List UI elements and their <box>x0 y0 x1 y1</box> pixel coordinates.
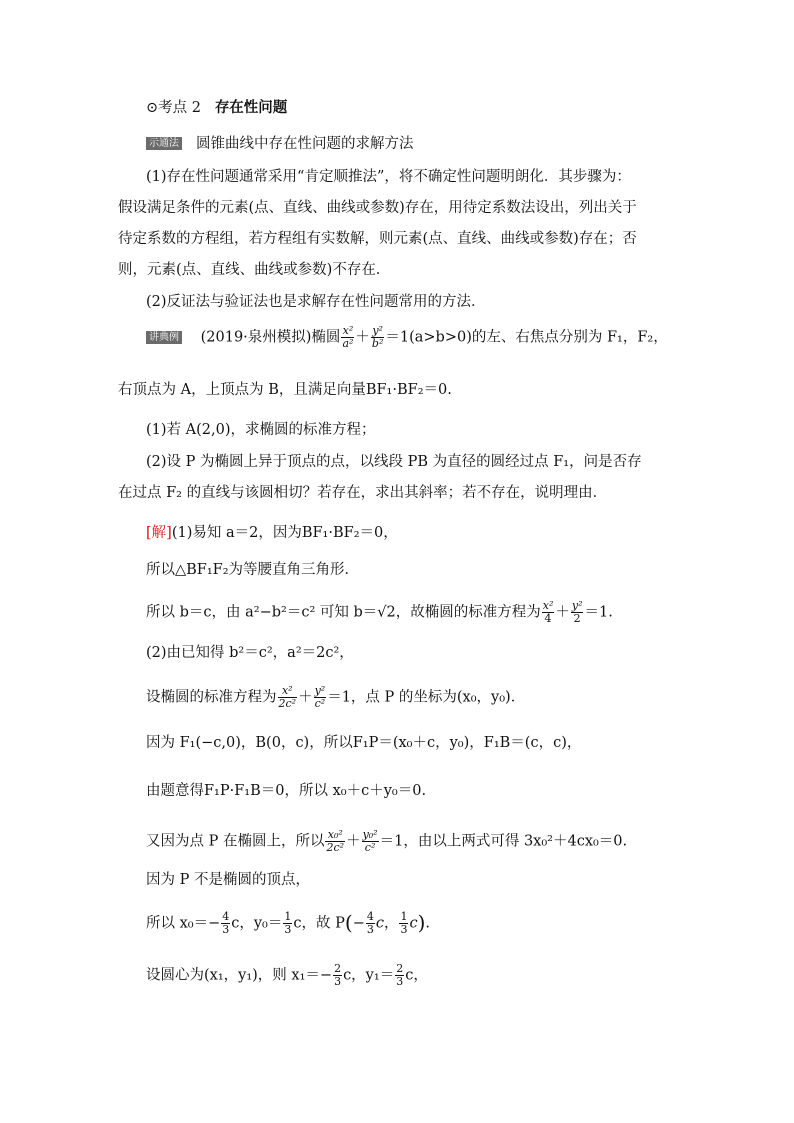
solution-line2: 所以△BF₁F₂为等腰直角三角形． <box>146 562 360 578</box>
fraction-4-3: $\frac{4}{3}$ <box>222 910 230 936</box>
para1-line1: (1)存在性问题通常采用“肯定顺推法”，将不确定性问题明朗化．其步骤为： <box>146 169 631 185</box>
solution-line1 <box>146 523 398 543</box>
fraction-1-3-b: $\frac{1}{3}$ <box>400 910 408 936</box>
solution-s8b: ＝1，由以上两式可得 3x₀²＋4cx₀＝0. <box>379 833 628 850</box>
question-2-line2: 在过点 F₂ 的直线与该圆相切？若存在，求出其斜率；若不存在，说明理由． <box>118 485 608 501</box>
example-tag: 讲典例 <box>146 331 182 344</box>
fraction-x2-2c2: $\frac{\text{x²}}{\text{2c²}}$ <box>278 684 297 710</box>
solution-line9: 因为 P 不是椭圆的顶点， <box>146 872 310 888</box>
example-line2: 右顶点为 A，上顶点为 B，且满足向量BF₁·BF₂＝0. <box>118 382 452 398</box>
solution-line4: (2)由已知得 b²＝c²，a²＝2c²， <box>146 645 354 661</box>
example-intro: (2019·泉州模拟)椭圆 <box>200 329 341 346</box>
solution-line11 <box>146 963 428 988</box>
method-heading <box>146 134 414 154</box>
solution-s10c: c，故 P <box>293 915 345 932</box>
solution-label: [解] <box>146 525 172 541</box>
solution-line6: 因为 F₁(−c,0)，B(0，c)，所以F₁P＝(x₀＋c，y₀)，F₁B＝(c，c)， <box>146 735 582 751</box>
solution-s3a: 所以 b＝c，由 a²−b²＝c² 可知 b＝√2，故椭圆的标准方程为 <box>146 604 541 621</box>
solution-s10a: 所以 x₀＝− <box>146 915 221 932</box>
fraction-y02-c2: $\frac{\text{y₀²}}{\text{c²}}$ <box>362 828 378 854</box>
question-1: (1)若 A(2,0)，求椭圆的标准方程； <box>146 422 376 438</box>
example-after: ＝1(a>b>0)的左、右焦点分别为 F₁，F₂， <box>385 329 668 346</box>
solution-s5a: 设椭圆的标准方程为 <box>146 689 277 706</box>
fraction-4-3-b: $\frac{4}{3}$ <box>366 910 374 936</box>
fraction-y2-c2: $\frac{\text{y²}}{\text{c²}}$ <box>314 684 326 710</box>
solution-s11b: c，y₁＝ <box>343 967 395 984</box>
solution-line3: 所以 b＝c，由 a²−b²＝c² 可知 b＝√2，故椭圆的标准方程为 $\frac{\text{x²}}{4}$ ＋ $\frac{\text{y²}}{2}$ ＝1. <box>146 599 613 625</box>
fraction-x2-4: $\frac{\text{x²}}{4}$ <box>542 599 554 625</box>
fraction-1-3: $\frac{1}{3}$ <box>284 910 292 936</box>
solution-s3b: ＝1. <box>584 604 613 621</box>
solution-s11a: 设圆心为(x₁，y₁)，则 x₁＝− <box>146 967 333 984</box>
solution-line10: 所以 x₀＝− $\frac{4}{3}$ c，y₀＝ $\frac{1}{3}$ c，故 P(− $\frac{4}{3}$ c， $\frac{1}{3}$ c). <box>146 910 431 936</box>
solution-line8: 又因为点 P 在椭圆上，所以 $\frac{\text{x₀²}}{\text{2c²}}$ ＋ $\frac{\text{y₀²}}{\text{c²}}$ ＝1，由以上两式可得 3x₀²＋4cx₀＝0. <box>146 828 628 854</box>
para1-line2: 假设满足条件的元素(点、直线、曲线或参数)存在，用待定系数法设出，列出关于 <box>118 200 637 216</box>
method-title: 圆锥曲线中存在性问题的求解方法 <box>196 136 414 152</box>
solution-s10b: c，y₀＝ <box>231 915 283 932</box>
solution-s1: (1)易知 a＝2，因为BF₁·BF₂＝0， <box>171 525 398 541</box>
para2: (2)反证法与验证法也是求解存在性问题常用的方法． <box>146 294 486 310</box>
fraction-2-3: $\frac{2}{3}$ <box>334 962 342 988</box>
fraction-y2-2: $\frac{\text{y²}}{2}$ <box>571 599 583 625</box>
section-title: 存在性问题 <box>214 99 288 116</box>
solution-s11c: c， <box>405 967 428 984</box>
para1-line3: 待定系数的方程组，若方程组有实数解，则元素(点、直线、曲线或参数)存在；否 <box>118 231 637 247</box>
solution-line5: 设椭圆的标准方程为 $\frac{\text{x²}}{\text{2c²}}$ ＋ $\frac{\text{y²}}{\text{c²}}$ ＝1，点 P 的坐标为(x₀，y₀)． <box>146 684 526 710</box>
fraction-x02-2c2: $\frac{\text{x₀²}}{\text{2c²}}$ <box>326 828 345 854</box>
example-line1: 讲典例 (2019·泉州模拟)椭圆 $\frac{\text{x²}}{\text{a²}}$ ＋ $\frac{\text{y²}}{\text{b²}}$ ＝1(a>b>0)的左、右焦点分别为 F₁，F₂， <box>146 325 668 350</box>
section-marker: ⊙考点 2 <box>146 100 201 116</box>
para1-line4: 则，元素(点、直线、曲线或参数)不存在． <box>118 262 391 278</box>
fraction-x2-a2: $\frac{\text{x²}}{\text{a²}}$ <box>342 324 354 350</box>
solution-s5b: ＝1，点 P 的坐标为(x₀，y₀)． <box>327 689 526 706</box>
solution-s8a: 又因为点 P 在椭圆上，所以 <box>146 833 325 850</box>
fraction-2-3-b: $\frac{2}{3}$ <box>396 962 404 988</box>
section-heading <box>146 98 287 118</box>
fraction-y2-b2: $\frac{\text{y²}}{\text{b²}}$ <box>371 324 384 350</box>
method-tag: 示通法 <box>146 137 182 150</box>
question-2-line1: (2)设 P 为椭圆上异于顶点的点，以线段 PB 为直径的圆经过点 F₁，问是否存 <box>146 454 642 470</box>
solution-line7: 由题意得F₁P·F₁B＝0，所以 x₀＋c＋y₀＝0. <box>146 783 427 799</box>
